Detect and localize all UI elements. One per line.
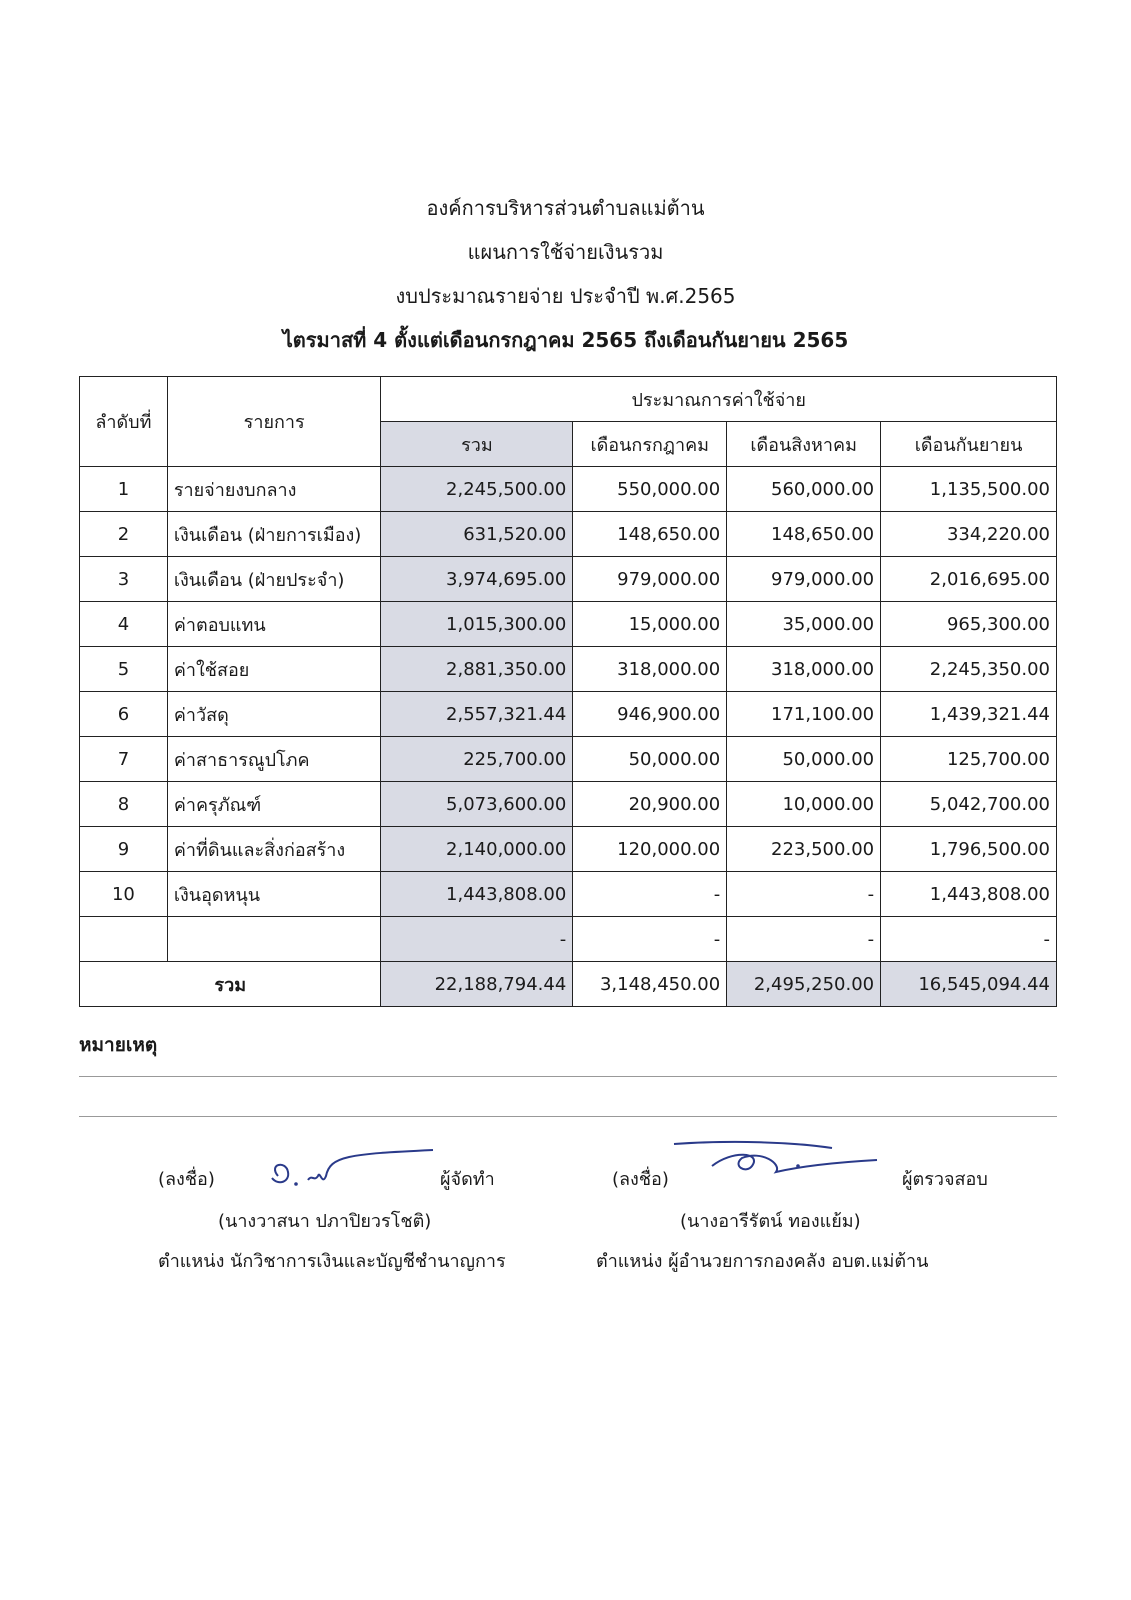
row-september: 1,796,500.00: [881, 827, 1057, 872]
row-july: -: [573, 917, 727, 962]
row-no: 2: [80, 512, 168, 557]
budget-title: งบประมาณรายจ่าย ประจำปี พ.ศ.2565: [395, 284, 736, 308]
left-name: (นางวาสนา ปภาปิยวรโชติ): [218, 1211, 432, 1232]
table-row: [80, 692, 1057, 737]
row-august: 223,500.00: [727, 827, 881, 872]
table-row: [80, 917, 1057, 962]
row-august: 171,100.00: [727, 692, 881, 737]
row-no: 8: [80, 782, 168, 827]
right-sign-label: (ลงชื่อ): [612, 1169, 669, 1190]
row-total: 2,140,000.00: [381, 827, 573, 872]
table-row: [80, 647, 1057, 692]
header-item: รายการ: [167, 377, 381, 467]
row-no: 6: [80, 692, 168, 737]
right-position: ตำแหน่ง ผู้อำนวยการกองคลัง อบต.แม่ต้าน: [596, 1251, 929, 1272]
document-header: [0, 186, 1131, 362]
note-label: หมายเหตุ: [79, 1034, 158, 1056]
right-role: ผู้ตรวจสอบ: [902, 1169, 988, 1190]
note-line-2: [79, 1116, 1057, 1117]
left-sign-label: (ลงชื่อ): [158, 1169, 215, 1190]
row-august: 10,000.00: [727, 782, 881, 827]
row-total: 1,443,808.00: [381, 872, 573, 917]
row-july: -: [573, 872, 727, 917]
row-august: 35,000.00: [727, 602, 881, 647]
row-august: 979,000.00: [727, 557, 881, 602]
row-no: 5: [80, 647, 168, 692]
row-total: -: [381, 917, 573, 962]
table-row: [80, 872, 1057, 917]
row-september: -: [881, 917, 1057, 962]
row-item: [167, 917, 381, 962]
header-august: เดือนสิงหาคม: [727, 422, 881, 467]
row-august: -: [727, 872, 881, 917]
row-no: 1: [80, 467, 168, 512]
row-august: 50,000.00: [727, 737, 881, 782]
row-september: 1,135,500.00: [881, 467, 1057, 512]
row-july: 318,000.00: [573, 647, 727, 692]
row-total: 2,881,350.00: [381, 647, 573, 692]
row-august: 148,650.00: [727, 512, 881, 557]
row-no: 10: [80, 872, 168, 917]
header-september: เดือนกันยายน: [881, 422, 1057, 467]
row-july: 979,000.00: [573, 557, 727, 602]
row-september: 1,439,321.44: [881, 692, 1057, 737]
row-item: ค่าครุภัณฑ์: [167, 782, 381, 827]
total-august: 2,495,250.00: [727, 962, 881, 1007]
row-july: 50,000.00: [573, 737, 727, 782]
row-august: -: [727, 917, 881, 962]
table-row: [80, 557, 1057, 602]
row-september: 334,220.00: [881, 512, 1057, 557]
total-july: 3,148,450.00: [573, 962, 727, 1007]
row-september: 1,443,808.00: [881, 872, 1057, 917]
row-no: 3: [80, 557, 168, 602]
table-row: [80, 602, 1057, 647]
row-no: 7: [80, 737, 168, 782]
row-item: เงินเดือน (ฝ่ายการเมือง): [167, 512, 381, 557]
right-name: (นางอารีรัตน์ ทองแย้ม): [680, 1211, 861, 1232]
row-september: 5,042,700.00: [881, 782, 1057, 827]
row-no: [80, 917, 168, 962]
row-september: 965,300.00: [881, 602, 1057, 647]
row-no: 4: [80, 602, 168, 647]
row-july: 946,900.00: [573, 692, 727, 737]
row-august: 318,000.00: [727, 647, 881, 692]
total-sum: 22,188,794.44: [381, 962, 573, 1007]
header-total: รวม: [381, 422, 573, 467]
left-handwritten-signature: [258, 1146, 438, 1196]
row-total: 2,557,321.44: [381, 692, 573, 737]
left-position: ตำแหน่ง นักวิชาการเงินและบัญชีชำนาญการ: [158, 1251, 506, 1272]
spending-plan-table: [79, 376, 1057, 1007]
table-row: [80, 737, 1057, 782]
total-row: [80, 962, 1057, 1007]
row-july: 20,900.00: [573, 782, 727, 827]
row-total: 5,073,600.00: [381, 782, 573, 827]
row-total: 225,700.00: [381, 737, 573, 782]
row-july: 15,000.00: [573, 602, 727, 647]
row-total: 3,974,695.00: [381, 557, 573, 602]
header-july: เดือนกรกฎาคม: [573, 422, 727, 467]
row-item: ค่าสาธารณูปโภค: [167, 737, 381, 782]
row-item: เงินเดือน (ฝ่ายประจำ): [167, 557, 381, 602]
row-item: รายจ่ายงบกลาง: [167, 467, 381, 512]
table-row: [80, 827, 1057, 872]
row-item: เงินอุดหนุน: [167, 872, 381, 917]
plan-title: แผนการใช้จ่ายเงินรวม: [467, 240, 664, 264]
total-september: 16,545,094.44: [881, 962, 1057, 1007]
row-september: 125,700.00: [881, 737, 1057, 782]
left-role: ผู้จัดทำ: [440, 1169, 495, 1190]
org-name: องค์การบริหารส่วนตำบลแม่ต้าน: [426, 196, 705, 220]
row-july: 148,650.00: [573, 512, 727, 557]
row-september: 2,245,350.00: [881, 647, 1057, 692]
row-july: 550,000.00: [573, 467, 727, 512]
note-line-1: [79, 1076, 1057, 1077]
header-estimate-group: ประมาณการค่าใช้จ่าย: [381, 377, 1057, 422]
row-item: ค่าวัสดุ: [167, 692, 381, 737]
right-handwritten-signature: [672, 1136, 882, 1186]
row-september: 2,016,695.00: [881, 557, 1057, 602]
table-row: [80, 782, 1057, 827]
row-july: 120,000.00: [573, 827, 727, 872]
row-item: ค่าตอบแทน: [167, 602, 381, 647]
row-total: 631,520.00: [381, 512, 573, 557]
row-item: ค่าใช้สอย: [167, 647, 381, 692]
table-row: [80, 512, 1057, 557]
table-row: [80, 467, 1057, 512]
row-no: 9: [80, 827, 168, 872]
row-total: 2,245,500.00: [381, 467, 573, 512]
row-item: ค่าที่ดินและสิ่งก่อสร้าง: [167, 827, 381, 872]
quarter-title: ไตรมาสที่ 4 ตั้งแต่เดือนกรกฎาคม 2565 ถึงเดือนกันยายน 2565: [282, 328, 849, 352]
row-total: 1,015,300.00: [381, 602, 573, 647]
row-august: 560,000.00: [727, 467, 881, 512]
total-label: รวม: [80, 962, 381, 1007]
header-no: ลำดับที่: [80, 377, 168, 467]
